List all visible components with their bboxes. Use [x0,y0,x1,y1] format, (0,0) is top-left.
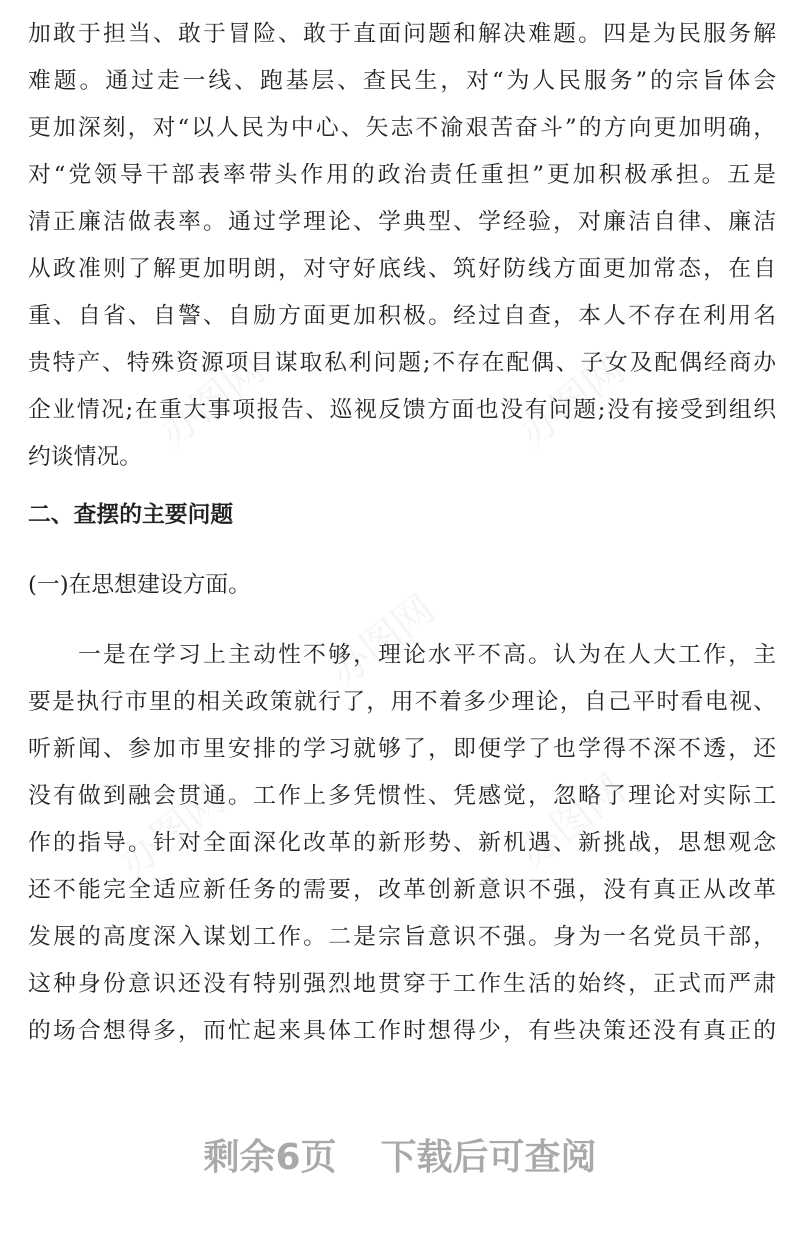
text-line: 从政准则了解更加明朗，对守好底线、筑好防线方面更加常态，在自 [28,256,776,282]
text-line: 发展的高度深入谋划工作。二是宗旨意识不强。身为一名党员干部， [28,924,776,950]
text-line: 听新闻、参加市里安排的学习就够了，即便学了也学得不深不透，还 [28,736,776,762]
text-line: 的场合想得多，而忙起来具体工作时想得少，有些决策还没有真正的 [28,1018,776,1044]
text-line: 企业情况;在重大事项报告、巡视反馈方面也没有问题;没有接受到组织 [28,397,776,423]
text-line: 作的指导。针对全面深化改革的新形势、新机遇、新挑战，思想观念 [28,830,776,856]
section-heading: 二、查摆的主要问题 [28,502,234,528]
text-line: 一是在学习上主动性不够，理论水平不高。认为在人大工作，主 [28,642,776,668]
text-line: 难题。通过走一线、跑基层、查民生，对“为人民服务”的宗旨体会 [28,68,776,94]
text-line: 没有做到融会贯通。工作上多凭惯性、凭感觉，忽略了理论对实际工 [28,783,776,809]
text-line: 更加深刻，对“以人民为中心、矢志不渝艰苦奋斗”的方向更加明确， [28,115,776,141]
text-line: 这种身份意识还没有特别强烈地贯穿于工作生活的始终，正式而严肃 [28,971,776,997]
remaining-pages-label: 剩余6页 [203,1137,337,1178]
text-line: 加敢于担当、敢于冒险、敢于直面问题和解决难题。四是为民服务解 [28,21,776,47]
text-line: 还不能完全适应新任务的需要，改革创新意识不强，没有真正从改革 [28,877,776,903]
download-hint-label: 下载后可查阅 [380,1137,597,1178]
text-line: 清正廉洁做表率。通过学理论、学典型、学经验，对廉洁自律、廉洁 [28,209,776,235]
text-line: 对“党领导干部表率带头作用的政治责任重担”更加积极承担。五是 [28,162,776,188]
subsection-heading: (一)在思想建设方面。 [28,572,251,598]
text-line: 要是执行市里的相关政策就行了，用不着多少理论，自己平时看电视、 [28,689,776,715]
text-line: 贵特产、特殊资源项目谋取私利问题;不存在配偶、子女及配偶经商办 [28,350,776,376]
download-prompt[interactable] [0,1130,800,1186]
text-line: 约谈情况。 [28,444,142,470]
text-line: 重、自省、自警、自励方面更加积极。经过自查，本人不存在利用名 [28,303,776,329]
